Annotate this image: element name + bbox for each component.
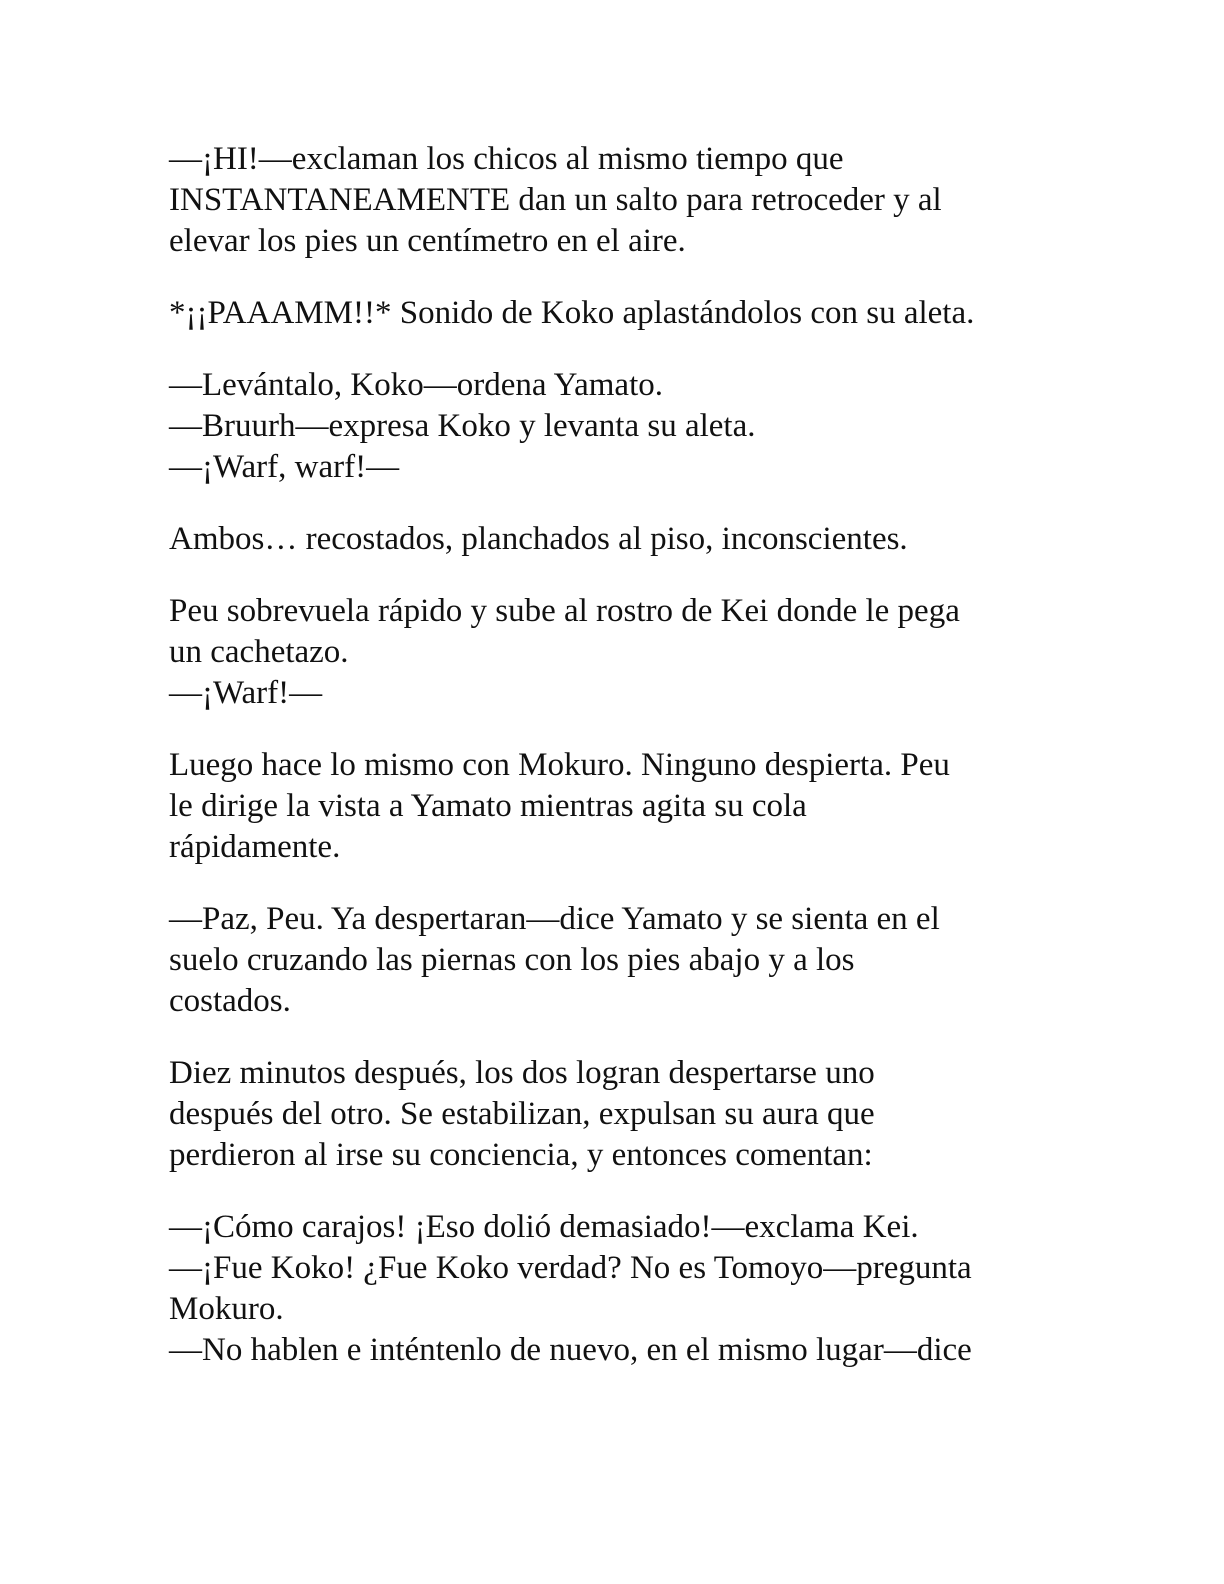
text-line: Mokuro. bbox=[169, 1291, 284, 1327]
text-line: elevar los pies un centímetro en el aire. bbox=[169, 223, 686, 259]
text-line: Diez minutos después, los dos logran despertarse uno bbox=[169, 1055, 875, 1091]
text-line: Ambos… recostados, planchados al piso, inconscientes. bbox=[169, 521, 908, 557]
paragraph bbox=[169, 293, 1069, 334]
text-line: —No hablen e inténtenlo de nuevo, en el mismo lugar—dice bbox=[169, 1332, 972, 1368]
text-line: —Bruurh—expresa Koko y levanta su aleta. bbox=[169, 408, 756, 444]
text-line: *¡¡PAAAMM!!* Sonido de Koko aplastándolos con su aleta. bbox=[169, 295, 975, 331]
text-line: costados. bbox=[169, 983, 291, 1019]
paragraph bbox=[169, 745, 1069, 868]
text-line: rápidamente. bbox=[169, 829, 341, 865]
paragraph bbox=[169, 365, 1069, 488]
text-line: —¡Warf!— bbox=[169, 675, 323, 711]
text-line: Luego hace lo mismo con Mokuro. Ninguno despierta. Peu bbox=[169, 747, 950, 783]
paragraph bbox=[169, 1053, 1069, 1176]
text-line: —¡HI!—exclaman los chicos al mismo tiempo que bbox=[169, 141, 844, 177]
text-line: le dirige la vista a Yamato mientras agita su cola bbox=[169, 788, 807, 824]
body-text bbox=[169, 139, 1069, 1402]
paragraph bbox=[169, 591, 1069, 714]
text-line: después del otro. Se estabilizan, expulsan su aura que bbox=[169, 1096, 875, 1132]
text-line: perdieron al irse su conciencia, y entonces comentan: bbox=[169, 1137, 873, 1173]
text-line: —¡Warf, warf!— bbox=[169, 449, 400, 485]
paragraph bbox=[169, 519, 1069, 560]
text-line: un cachetazo. bbox=[169, 634, 349, 670]
paragraph bbox=[169, 899, 1069, 1022]
text-line: Peu sobrevuela rápido y sube al rostro de Kei donde le pega bbox=[169, 593, 960, 629]
text-line: —Levántalo, Koko—ordena Yamato. bbox=[169, 367, 663, 403]
text-line: —Paz, Peu. Ya despertaran—dice Yamato y se sienta en el bbox=[169, 901, 940, 937]
text-line: —¡Fue Koko! ¿Fue Koko verdad? No es Tomoyo—pregunta bbox=[169, 1250, 972, 1286]
text-line: suelo cruzando las piernas con los pies abajo y a los bbox=[169, 942, 855, 978]
text-line: INSTANTANEAMENTE dan un salto para retroceder y al bbox=[169, 182, 942, 218]
text-line: —¡Cómo carajos! ¡Eso dolió demasiado!—exclama Kei. bbox=[169, 1209, 919, 1245]
paragraph bbox=[169, 139, 1069, 262]
paragraph bbox=[169, 1207, 1069, 1371]
